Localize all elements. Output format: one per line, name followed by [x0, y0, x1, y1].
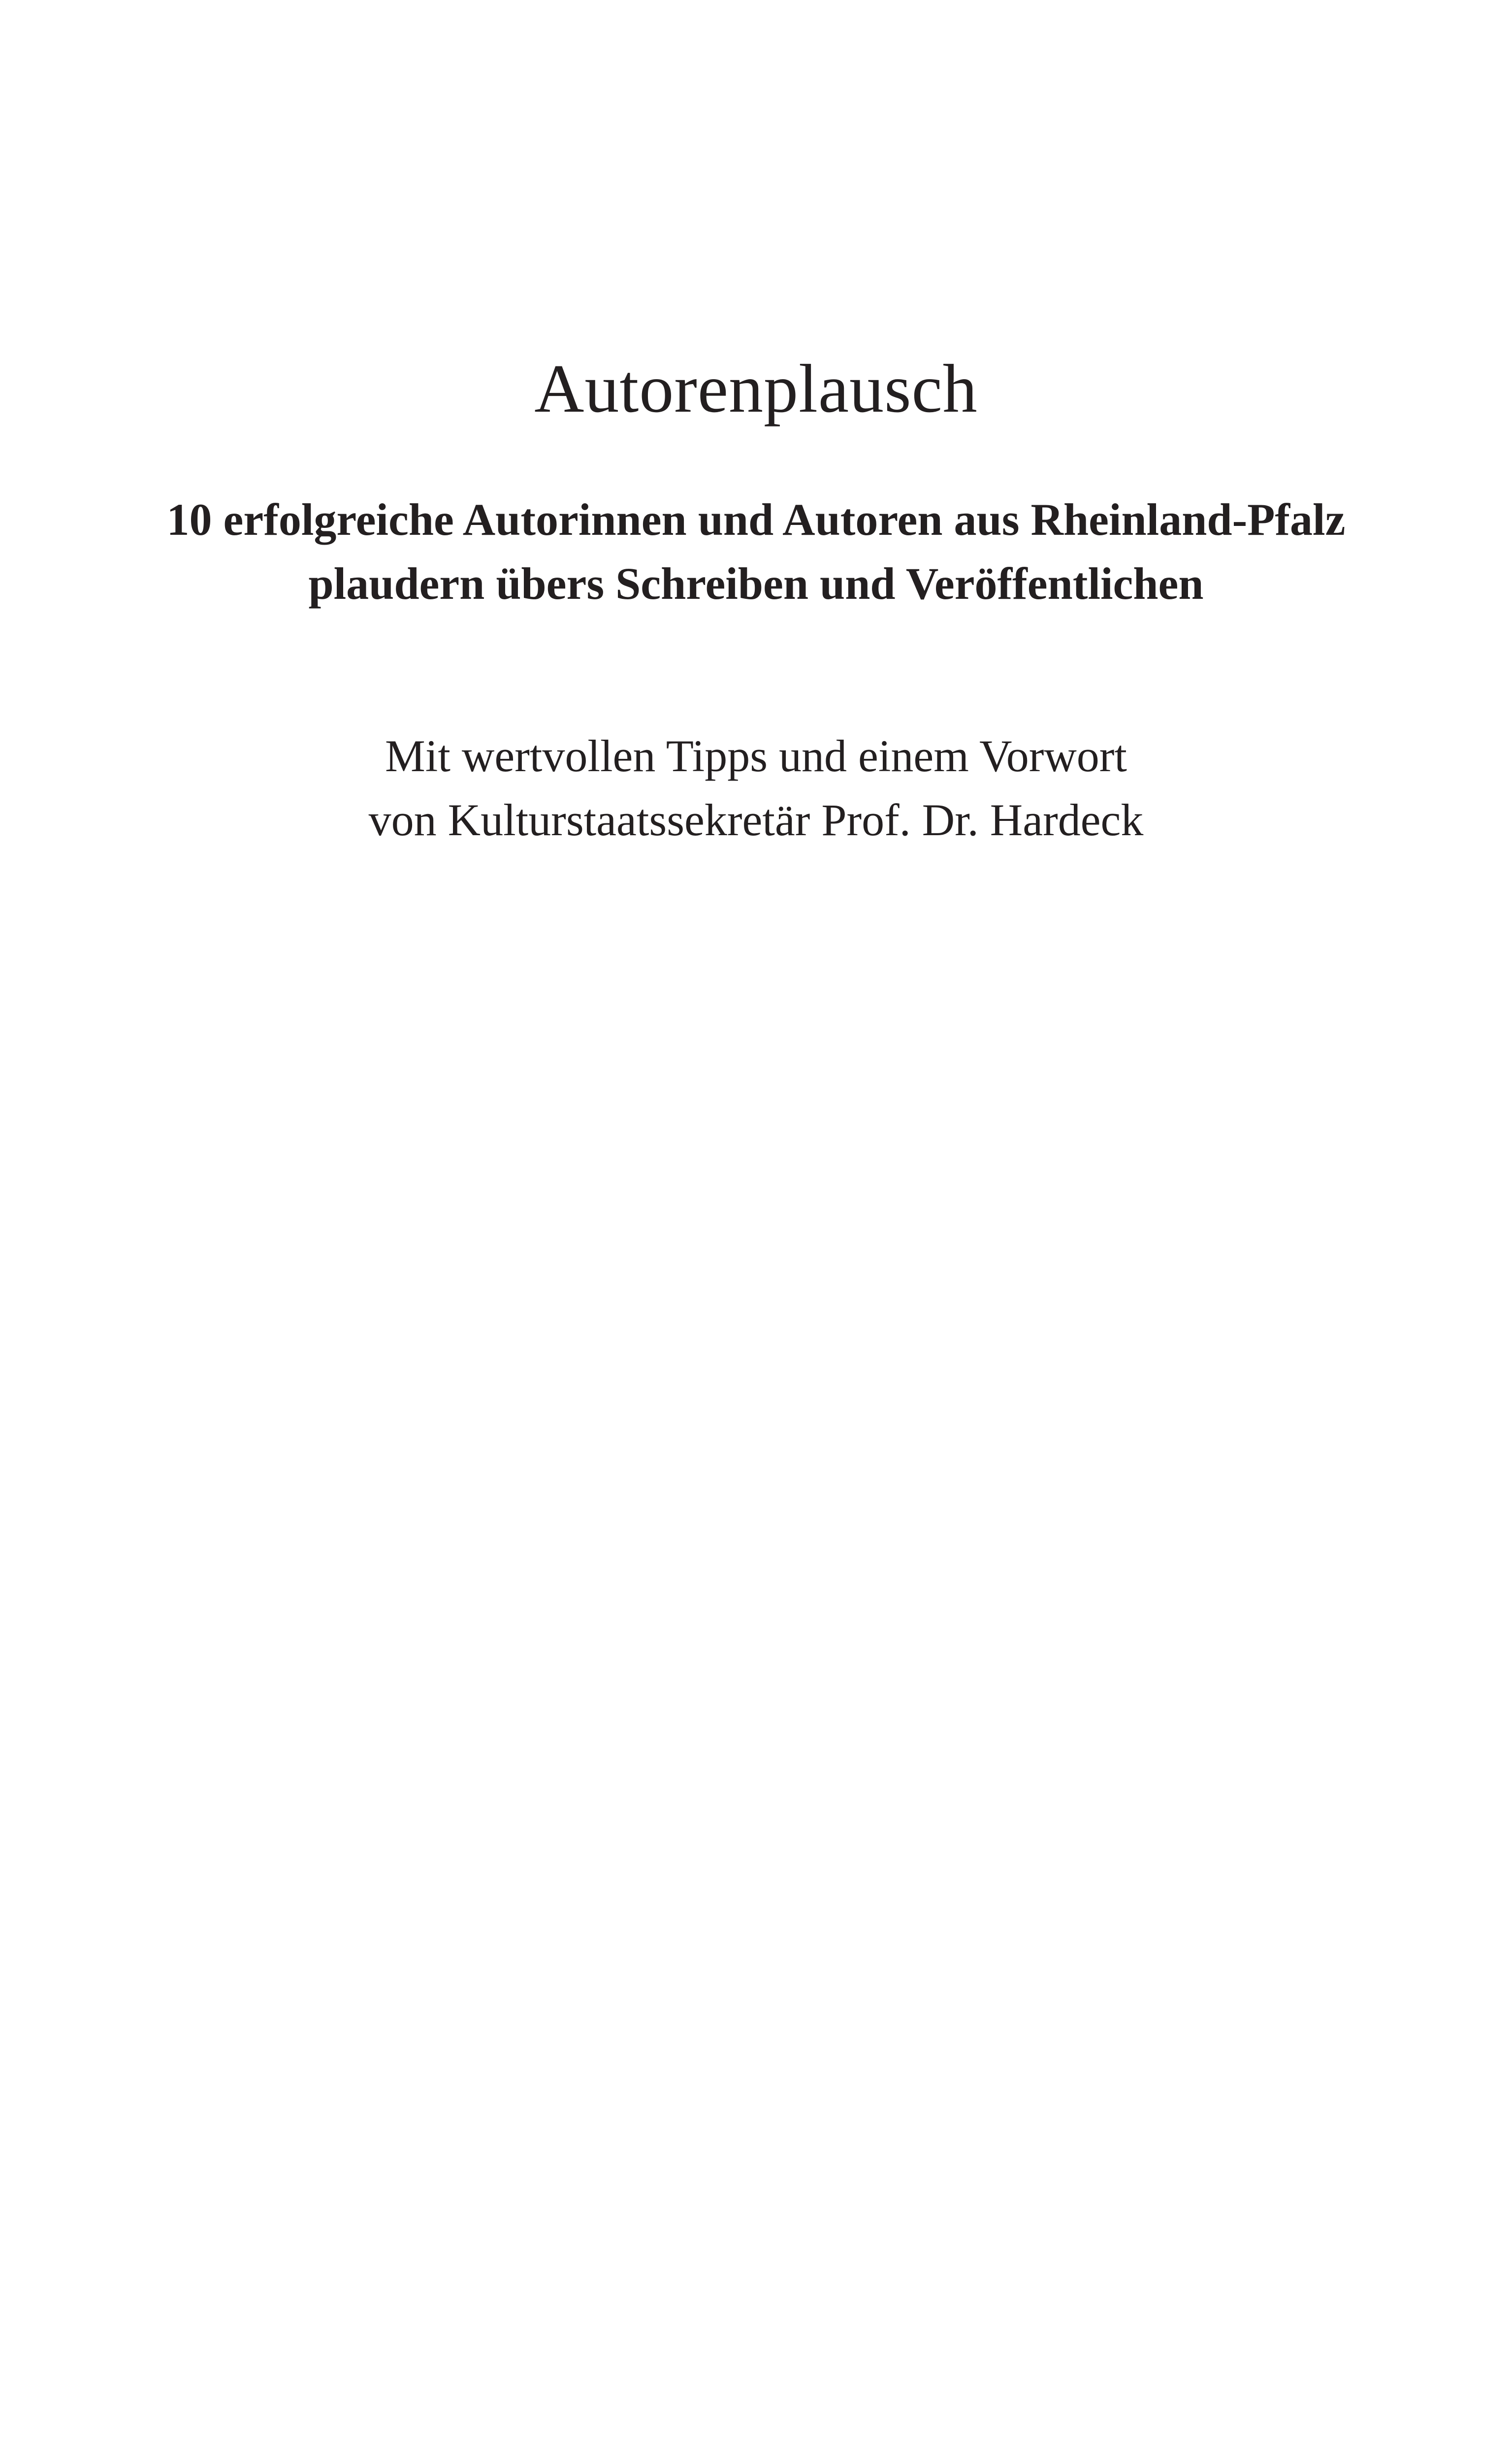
- tagline-line-2: von Kulturstaatssekretär Prof. Dr. Hardeck: [368, 795, 1144, 845]
- book-title: Autorenplausch: [534, 351, 978, 427]
- book-tagline: [0, 724, 1512, 852]
- book-subtitle: [0, 488, 1512, 616]
- subtitle-line-1: 10 erfolgreiche Autorinnen und Autoren aus Rheinland-Pfalz: [166, 494, 1346, 545]
- tagline-line-1: Mit wertvollen Tipps und einem Vorwort: [385, 731, 1127, 781]
- subtitle-line-2: plaudern übers Schreiben und Veröffentlichen: [308, 558, 1204, 609]
